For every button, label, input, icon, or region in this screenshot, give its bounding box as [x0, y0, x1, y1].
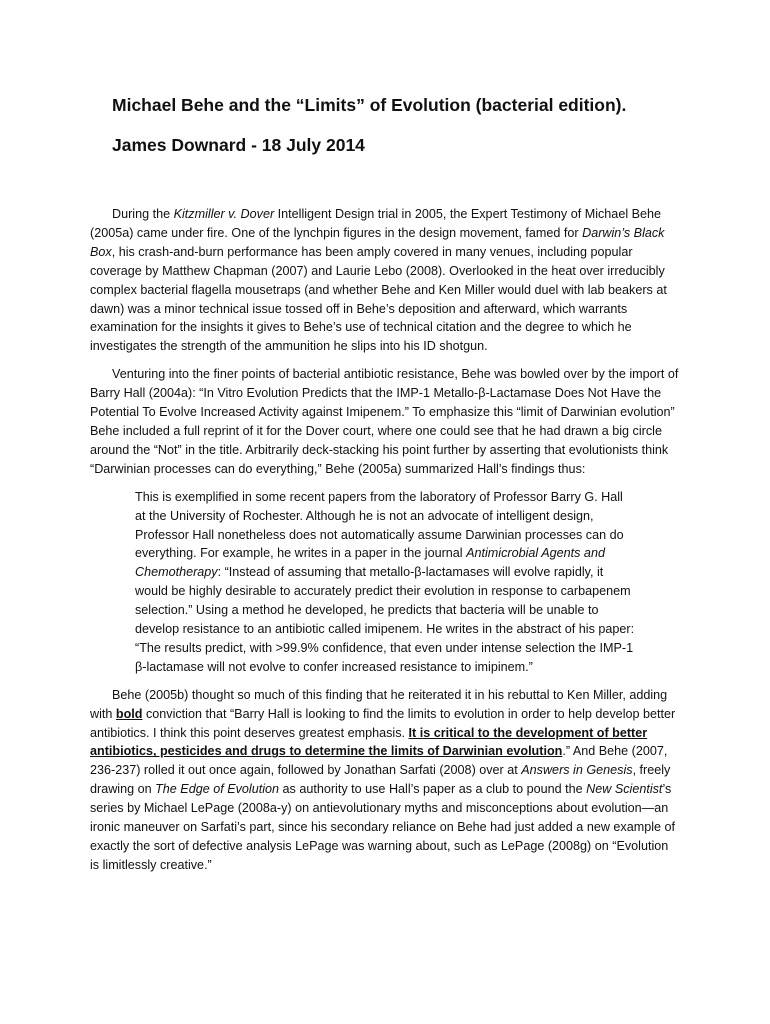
author-date-line: James Downard - 18 July 2014	[112, 135, 365, 155]
book-title-italic: Darwin’s Black Box	[90, 225, 665, 259]
paragraph-3-text: ’s series by Michael LePage (2008a-y) on antievolutionary myths and misconceptions about evolution—an ironic maneuver on Sarfati’s part, since his secondary reliance on Behe had just added a new example of exactly the sort of defective analysis LePage was warning about, such as LePage (2008g) on “Evolution is limitlessly creative.”	[90, 782, 676, 872]
paragraph-3-text: conviction that “Barry Hall is looking to find the limits to evolution in order to help develop better antibiotics. I think this point deserves greatest emphasis.	[90, 706, 676, 740]
paragraph-3	[90, 686, 680, 875]
quote-text: : “Instead of assuming that metallo-β-lactamases will evolve rapidly, it would be highly desirable to accurately predict their evolution in response to carbapenem selection.” Using a method he developed, he predicts that bacteria will be unable to develop resistance to an antibiotic called imipenem. He writes in the abstract of his paper: “The results predict, with >99.9% confidence, that even under intense selection the IMP-1 β-lactamase will not evolve to confer increased resistance to imipinem.”	[135, 565, 635, 674]
site-name-italic: Answers in Genesis	[521, 763, 633, 778]
paragraph-1-text: During the	[112, 207, 174, 221]
paragraph-3-text: .” And Behe (2007, 236-237) rolled it out once again, followed by Jonathan Sarfati (2008) over at	[90, 744, 668, 778]
journal-title-italic: Antimicrobial Agents and Chemotherapy	[135, 546, 605, 580]
paragraph-1-text: , his crash-and-burn performance has been amply covered in many venues, including popular coverage by Matthew Chapman (2007) and Laurie Lebo (2008). Overlooked in the heat over irreducibly complex bacterial flagella mousetraps (and whether Behe and Ken Miller would duel with lab beakers at dawn) was a minor technical issue tossed off in Behe’s deposition and afterward, which warrants examination for the insights it gives to Behe’s use of technical citation and the degree to which he investigates the strength of the ammunition he slips into his ID shotgun.	[90, 244, 667, 354]
paragraph-3-text: as authority to use Hall’s paper as a club to pound the	[279, 782, 587, 797]
magazine-title-italic: New Scientist	[586, 782, 663, 797]
paragraph-1-text: Intelligent Design trial in 2005, the Expert Testimony of Michael Behe (2005a) came under fire. One of the lynchpin figures in the design movement, famed for	[90, 207, 662, 240]
bold-underlined-word: bold	[115, 706, 143, 721]
paragraph-3-text: , freely drawing on	[90, 763, 671, 797]
quote-text: This is exemplified in some recent papers from the laboratory of Professor Barry G. Hall at the University of Rochester. Although he is not an advocate of intelligent design, Professor Hall nonetheless does not automatically assume Darwinian processes can do everything. For example, he writes in a paper in the journal	[135, 489, 624, 561]
bold-underlined-emphasis: It is critical to the development of better antibiotics, pesticides and drugs to determine the limits of Darwinian evolution	[90, 725, 648, 759]
book-title-italic: The Edge of Evolution	[155, 782, 280, 797]
case-name-italic: Kitzmiller v. Dover	[173, 207, 275, 221]
document-body	[90, 205, 680, 884]
block-quote	[135, 488, 635, 677]
paragraph-2: Venturing into the finer points of bacterial antibiotic resistance, Behe was bowled over by the import of Barry Hall (2004a): “In Vitro Evolution Predicts that the IMP-1 Metallo-β-Lactamase Does Not Have the Potential To Evolve Increased Activity against Imipenem.” To emphasize this “limit of Darwinian evolution” Behe included a full reprint of it for the Dover court, where one could see that he had drawn a big circle around the “Not” in the title. Arbitrarily deck-stacking his point further by asserting that evolutionists think “Darwinian processes can do everything,” Behe (2005a) summarized Hall’s findings thus:	[90, 367, 679, 476]
paragraph-1	[90, 205, 680, 356]
paragraph-3-text: Behe (2005b) thought so much of this finding that he reiterated it in his rebuttal to Ken Miller, adding with	[90, 687, 668, 721]
document-title: Michael Behe and the “Limits” of Evolution (bacterial edition).	[112, 95, 627, 115]
